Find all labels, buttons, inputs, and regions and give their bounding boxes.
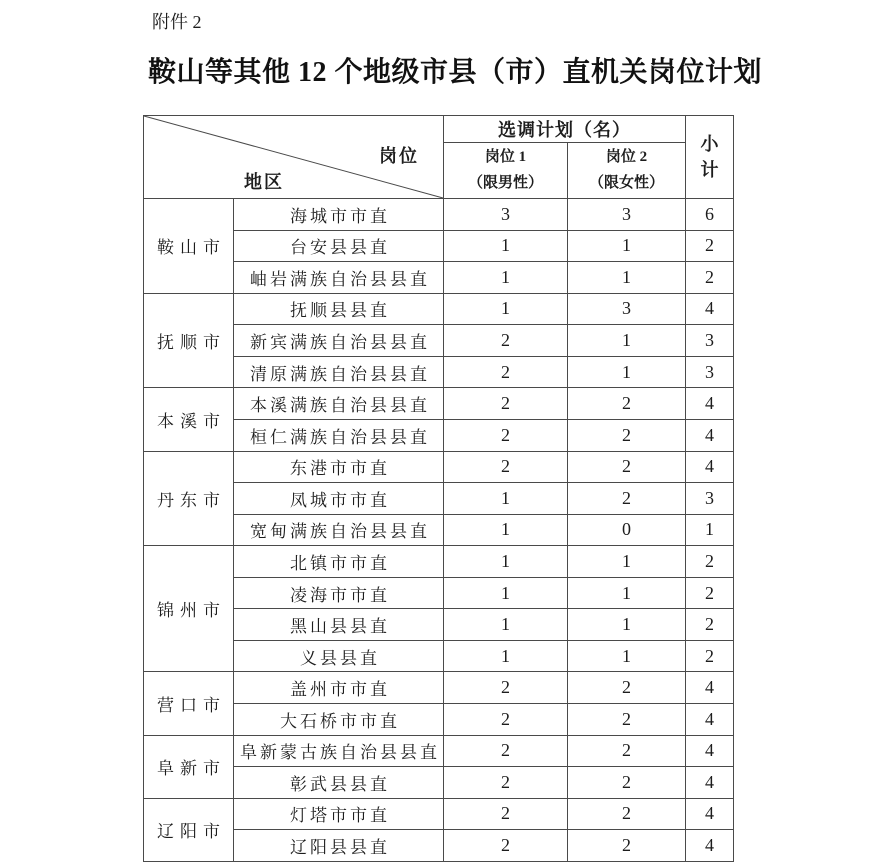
city-cell: 辽阳市: [144, 798, 234, 861]
name-cell: 岫岩满族自治县县直: [234, 262, 444, 294]
plan-group-header: 选调计划（名）: [444, 116, 686, 143]
post1-count-cell: 2: [444, 704, 568, 736]
corner-header-cell: [144, 116, 444, 199]
table-row: [144, 388, 734, 420]
post2-count-cell: 1: [568, 609, 686, 641]
header-row-1: [144, 116, 734, 143]
post1-count-cell: 1: [444, 546, 568, 578]
post1-count-cell: 2: [444, 735, 568, 767]
post2-count-cell: 1: [568, 356, 686, 388]
post1-count-cell: 2: [444, 419, 568, 451]
name-cell: 新宾满族自治县县直: [234, 325, 444, 357]
subtotal-count-cell: 4: [686, 704, 734, 736]
subtotal-header: [686, 116, 734, 199]
post2-count-cell: 2: [568, 735, 686, 767]
name-cell: 阜新蒙古族自治县县直: [234, 735, 444, 767]
subtotal-count-cell: 4: [686, 735, 734, 767]
name-cell: 凌海市市直: [234, 577, 444, 609]
name-cell: 抚顺县县直: [234, 293, 444, 325]
post1-count-cell: 2: [444, 798, 568, 830]
post2-count-cell: 1: [568, 577, 686, 609]
post2-count-cell: 0: [568, 514, 686, 546]
subtotal-count-cell: 2: [686, 640, 734, 672]
name-cell: 清原满族自治县县直: [234, 356, 444, 388]
attachment-label: 附件 2: [152, 12, 202, 32]
post2-count-cell: 1: [568, 230, 686, 262]
post1-count-cell: 2: [444, 451, 568, 483]
subtotal-count-cell: 4: [686, 293, 734, 325]
post1-count-cell: 1: [444, 640, 568, 672]
subtotal-count-cell: 1: [686, 514, 734, 546]
name-cell: 盖州市市直: [234, 672, 444, 704]
name-cell: 大石桥市市直: [234, 704, 444, 736]
position-plan-table: [143, 115, 734, 862]
post1-count-cell: 1: [444, 577, 568, 609]
post2-count-cell: 3: [568, 293, 686, 325]
post1-header: [444, 143, 568, 199]
city-cell: 营口市: [144, 672, 234, 735]
post2-count-cell: 2: [568, 672, 686, 704]
city-cell: 抚顺市: [144, 293, 234, 388]
name-cell: 义县县直: [234, 640, 444, 672]
subtotal-count-cell: 3: [686, 356, 734, 388]
table-row: [144, 293, 734, 325]
post1-count-cell: 3: [444, 199, 568, 231]
post2-count-cell: 2: [568, 451, 686, 483]
post2-header: [568, 143, 686, 199]
subtotal-count-cell: 4: [686, 672, 734, 704]
post2-count-cell: 2: [568, 704, 686, 736]
city-cell: 丹东市: [144, 451, 234, 546]
post1-count-cell: 2: [444, 356, 568, 388]
page-title: 鞍山等其他 12 个地级市县（市）直机关岗位计划: [148, 57, 763, 88]
subtotal-count-cell: 4: [686, 388, 734, 420]
subtotal-count-cell: 2: [686, 230, 734, 262]
post2-count-cell: 2: [568, 798, 686, 830]
subtotal-count-cell: 2: [686, 262, 734, 294]
city-cell: 锦州市: [144, 546, 234, 672]
post2-count-cell: 2: [568, 483, 686, 515]
post1-count-cell: 1: [444, 262, 568, 294]
post2-count-cell: 2: [568, 419, 686, 451]
post2-count-cell: 3: [568, 199, 686, 231]
post2-count-cell: 2: [568, 830, 686, 862]
subtotal-count-cell: 3: [686, 325, 734, 357]
post1-count-cell: 1: [444, 609, 568, 641]
post1-count-cell: 2: [444, 325, 568, 357]
name-cell: 本溪满族自治县县直: [234, 388, 444, 420]
post2-header-title: 岗位 2: [605, 149, 648, 165]
post2-count-cell: 1: [568, 325, 686, 357]
name-cell: 宽甸满族自治县县直: [234, 514, 444, 546]
name-cell: 灯塔市市直: [234, 798, 444, 830]
name-cell: 台安县县直: [234, 230, 444, 262]
corner-label-post: 岗位: [379, 146, 419, 166]
post2-count-cell: 1: [568, 640, 686, 672]
post1-count-cell: 1: [444, 514, 568, 546]
subtotal-count-cell: 4: [686, 830, 734, 862]
corner-label-region: 地区: [244, 172, 284, 192]
table-row: [144, 735, 734, 767]
post2-count-cell: 1: [568, 546, 686, 578]
table-row: [144, 199, 734, 231]
post1-count-cell: 2: [444, 672, 568, 704]
table-row: [144, 672, 734, 704]
table-body: [144, 199, 734, 862]
subtotal-count-cell: 4: [686, 798, 734, 830]
subtotal-count-cell: 2: [686, 609, 734, 641]
post2-header-restriction: （限女性）: [588, 174, 664, 191]
city-cell: 鞍山市: [144, 199, 234, 294]
subtotal-count-cell: 2: [686, 546, 734, 578]
city-cell: 阜新市: [144, 735, 234, 798]
post2-count-cell: 2: [568, 767, 686, 799]
post1-count-cell: 2: [444, 388, 568, 420]
name-cell: 凤城市市直: [234, 483, 444, 515]
subtotal-count-cell: 4: [686, 451, 734, 483]
name-cell: 黑山县县直: [234, 609, 444, 641]
post1-count-cell: 1: [444, 483, 568, 515]
subtotal-count-cell: 4: [686, 419, 734, 451]
subtotal-count-cell: 3: [686, 483, 734, 515]
post1-count-cell: 2: [444, 830, 568, 862]
post1-header-restriction: （限男性）: [467, 174, 543, 191]
post1-header-title: 岗位 1: [484, 149, 527, 165]
table-row: [144, 546, 734, 578]
subtotal-count-cell: 2: [686, 577, 734, 609]
name-cell: 辽阳县县直: [234, 830, 444, 862]
name-cell: 桓仁满族自治县县直: [234, 419, 444, 451]
city-cell: 本溪市: [144, 388, 234, 451]
post2-count-cell: 1: [568, 262, 686, 294]
table-row: [144, 798, 734, 830]
name-cell: 东港市市直: [234, 451, 444, 483]
subtotal-count-cell: 6: [686, 199, 734, 231]
name-cell: 海城市市直: [234, 199, 444, 231]
name-cell: 北镇市市直: [234, 546, 444, 578]
post1-count-cell: 1: [444, 293, 568, 325]
name-cell: 彰武县县直: [234, 767, 444, 799]
subtotal-count-cell: 4: [686, 767, 734, 799]
post2-count-cell: 2: [568, 388, 686, 420]
table-row: [144, 451, 734, 483]
subtotal-header-label: 小计: [700, 133, 719, 180]
post1-count-cell: 1: [444, 230, 568, 262]
post1-count-cell: 2: [444, 767, 568, 799]
